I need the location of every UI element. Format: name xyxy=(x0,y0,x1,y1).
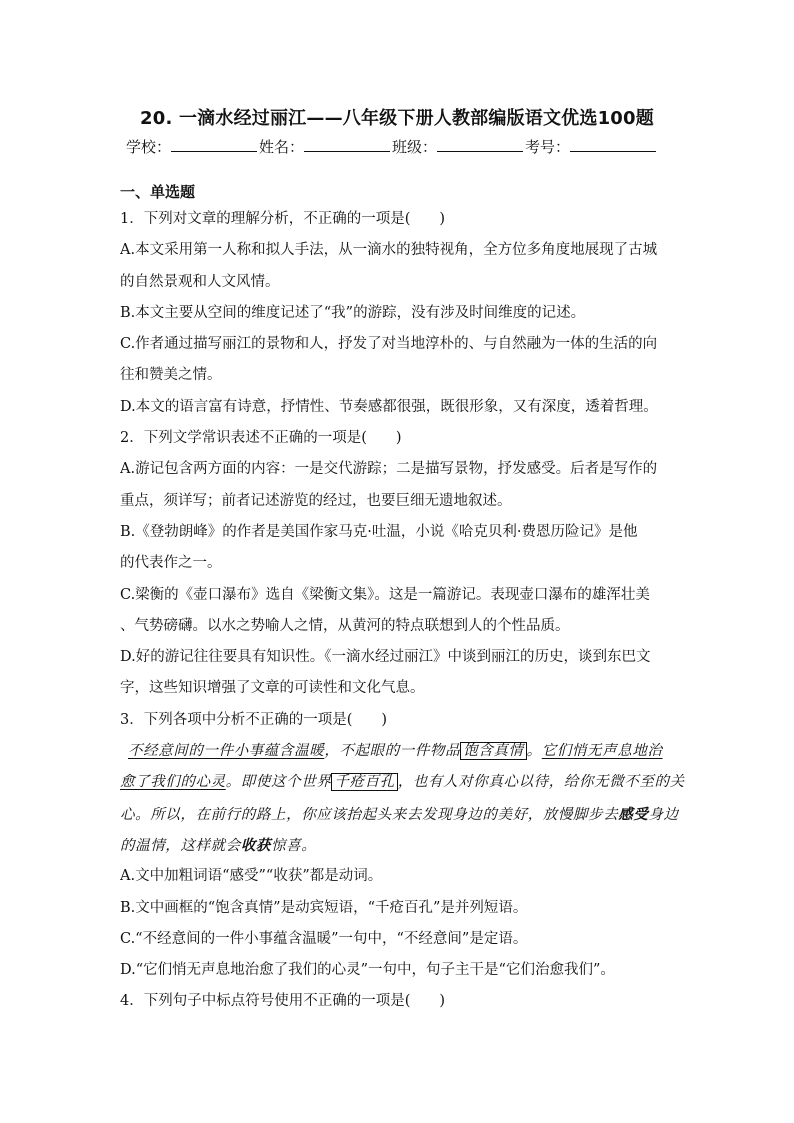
passage-line-4 xyxy=(120,830,692,861)
question-3-option-b: B.文中画框的“饱含真情”是动宾短语，“千疮百孔”是并列短语。 xyxy=(120,899,528,916)
name-blank[interactable] xyxy=(304,137,390,152)
passage-text: 。即使这个世界 xyxy=(225,774,332,791)
questions-body xyxy=(120,180,692,1018)
exam-no-blank[interactable] xyxy=(570,137,656,152)
question-3-option-c: C.“不经意间的一件小事蕴含温暖”一句中，“不经意间”是定语。 xyxy=(120,930,528,947)
question-1-option-c-cont: 往和赞美之情。 xyxy=(120,367,222,384)
passage-text: 惊喜。 xyxy=(271,837,317,854)
passage-text: 。 xyxy=(526,743,542,760)
question-3-option-d: D.“它们悄无声息地治愈了我们的心灵”一句中，句子主干是“它们治愈我们”。 xyxy=(120,962,615,979)
bold-word: 收获 xyxy=(240,836,272,854)
question-1-option-a-cont: 的自然景观和人文风情。 xyxy=(120,273,280,290)
exam-no-label: 考号： xyxy=(525,138,571,156)
question-3-option-a: A.文中加粗词语“感受”“收获”都是动词。 xyxy=(120,868,383,885)
question-2-option-d: D.好的游记往往要具有知识性。《一滴水经过丽江》中谈到丽江的历史，谈到东巴文 xyxy=(120,649,651,666)
passage-text: ，不起眼的一件物品 xyxy=(324,743,461,760)
name-label: 姓名： xyxy=(259,138,305,156)
boxed-phrase: 饱含真情 xyxy=(460,742,526,760)
question-2-option-a-cont: 重点，须详写；前者记述游览的经过，也要巨细无遗地叙述。 xyxy=(120,492,512,509)
question-1-option-b: B.本文主要从空间的维度记述了“我”的游踪，没有涉及时间维度的记述。 xyxy=(120,304,586,321)
question-2-option-c-cont: 、气势磅礴。以水之势喻人之情，从黄河的特点联想到人的个性品质。 xyxy=(120,617,570,634)
passage-line-3 xyxy=(120,799,692,830)
passage-text: ，也有人对你真心以待，给你无微不至的关 xyxy=(397,774,685,791)
passage-text: 的温情，这样就会 xyxy=(120,837,241,854)
underlined-phrase: 它们悄无声息地治 xyxy=(541,743,663,760)
passage-line-1 xyxy=(120,736,692,767)
passage-text: 身边 xyxy=(648,806,679,823)
page-title: 20. 一滴水经过丽江——八年级下册人教部编版语文优选100题 xyxy=(140,108,654,129)
question-1-stem: 1．下列对文章的理解分析，不正确的一项是( ) xyxy=(120,211,446,227)
question-2-option-a: A.游记包含两方面的内容：一是交代游踪；二是描写景物，抒发感受。后者是写作的 xyxy=(120,461,658,478)
question-2-stem: 2．下列文学常识表述不正确的一项是( ) xyxy=(120,430,402,447)
class-blank[interactable] xyxy=(437,137,523,152)
question-1-option-a: A.本文采用第一人称和拟人手法，从一滴水的独特视角，全方位多角度地展现了古城 xyxy=(120,242,658,259)
question-2-option-b-cont: 的代表作之一。 xyxy=(120,555,222,572)
question-2-option-d-cont: 字，这些知识增强了文章的可读性和文化气息。 xyxy=(120,680,425,697)
question-3-stem: 3．下列各项中分析不正确的一项是( ) xyxy=(120,711,388,728)
passage-text: 心。所以，在前行的路上，你应该抬起头来去发现身边的美好，放慢脚步去 xyxy=(120,806,619,823)
school-label: 学校： xyxy=(126,138,172,156)
student-info-row xyxy=(126,136,658,157)
class-label: 班级： xyxy=(392,138,438,156)
question-1-option-c: C.作者通过描写丽江的景物和人，抒发了对当地淳朴的、与自然融为一体的生活的向 xyxy=(120,336,658,353)
underlined-phrase: 愈了我们的心灵 xyxy=(120,774,226,791)
underlined-phrase: 不经意间的一件小事蕴含温暖 xyxy=(128,743,325,760)
school-blank[interactable] xyxy=(171,137,257,152)
bold-word: 感受 xyxy=(618,805,649,823)
passage-line-2 xyxy=(120,767,692,798)
question-2-option-b: B.《登勃朗峰》的作者是美国作家马克·吐温，小说《哈克贝利·费恩历险记》是他 xyxy=(120,523,638,540)
question-4-stem: 4．下列句子中标点符号使用不正确的一项是( ) xyxy=(120,993,446,1010)
question-1-option-d: D.本文的语言富有诗意，抒情性、节奏感都很强，既很形象，又有深度，透着哲理。 xyxy=(120,398,658,415)
question-2-option-c: C.梁衡的《壶口瀑布》选自《梁衡文集》。这是一篇游记。表现壶口瀑布的雄浑壮美 xyxy=(120,586,650,603)
boxed-phrase: 千疮百孔 xyxy=(331,773,397,791)
section-heading: 一、单选题 xyxy=(120,183,196,201)
